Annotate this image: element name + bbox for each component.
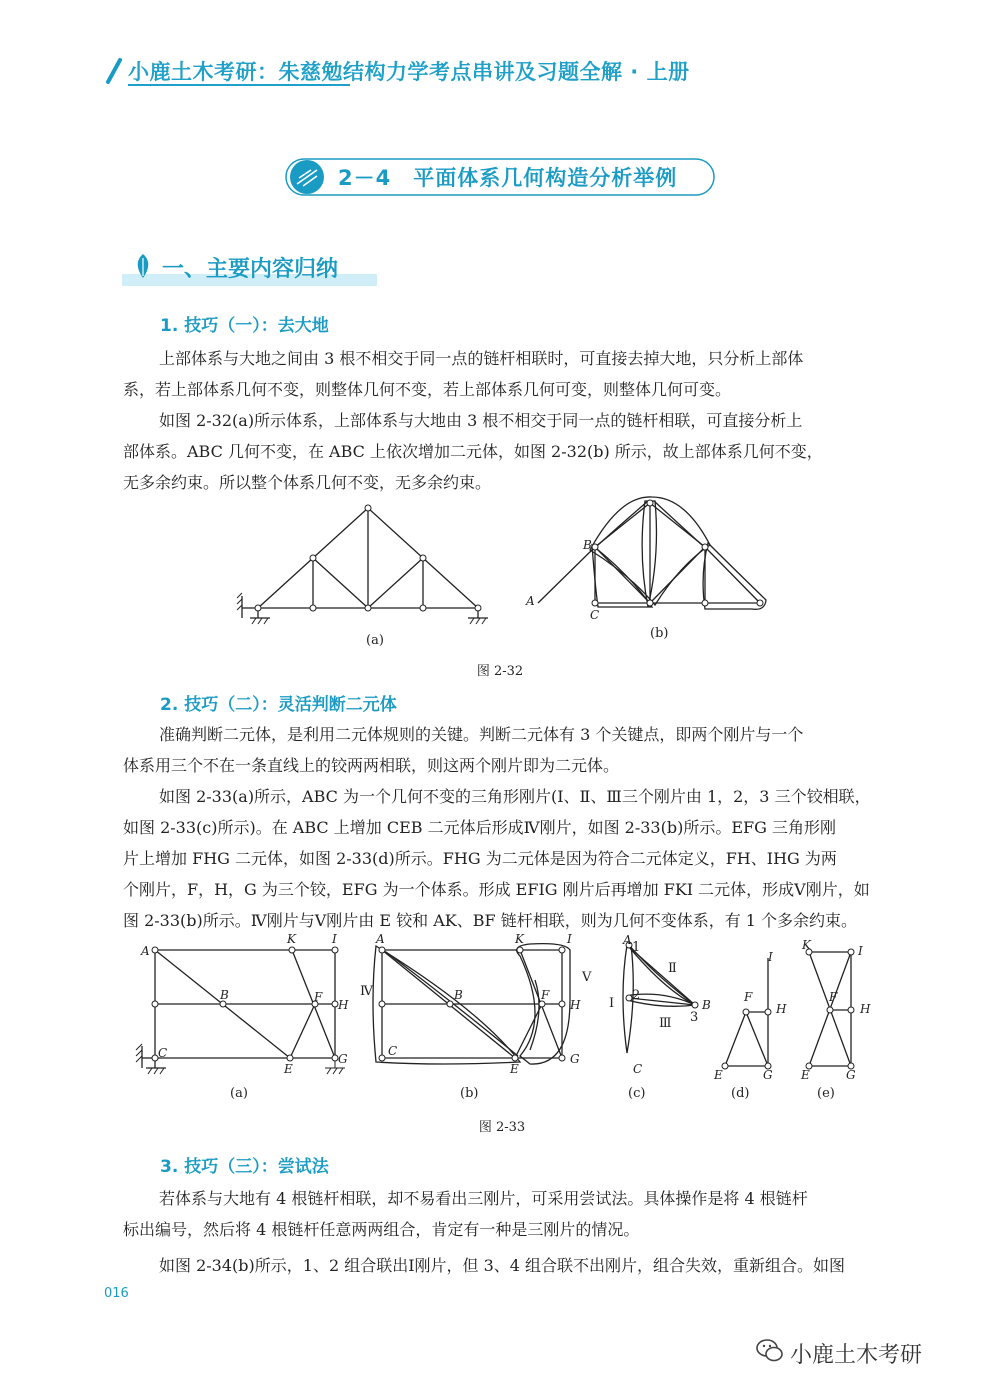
leaf-icon xyxy=(132,252,154,280)
fig33c-hinge-2: 2 xyxy=(632,988,641,1003)
fig33c-label-C: C xyxy=(633,1062,643,1076)
fig32-label-A: A xyxy=(526,594,535,608)
fig33b-label-rigid-5: Ⅴ xyxy=(582,970,592,985)
part-heading: 一、主要内容归纳 xyxy=(162,257,339,282)
fig33c-label-rigid-1: Ⅰ xyxy=(609,996,615,1011)
tip1-para1-line1: 上部体系与大地之间由 3 根不相交于同一点的链杆相联时，可直接去掉大地，只分析上部体 xyxy=(159,349,804,368)
fig33b-label-A: A xyxy=(376,932,385,946)
fig33d-label-I: I xyxy=(768,950,773,964)
fig33c-label-rigid-2: Ⅱ xyxy=(668,961,677,976)
fig33b-label-rigid-4: Ⅳ xyxy=(360,984,373,999)
fig33e-label-H: H xyxy=(860,1002,871,1016)
fig33e-label-G: G xyxy=(846,1068,856,1082)
fig33d-label-F: F xyxy=(744,990,753,1004)
fig33a-label-C: C xyxy=(158,1046,168,1060)
tip2-para1-line1: 准确判断二元体，是利用二元体规则的关键。判断二元体有 3 个关键点，即两个刚片与一个 xyxy=(159,725,804,744)
fig33a-label-I: I xyxy=(332,932,337,946)
tip1-para2-line3: 无多余约束。所以整个体系几何不变，无多余约束。 xyxy=(123,473,492,492)
watermark: 小鹿土木考研 xyxy=(790,1343,923,1368)
tip1-heading: 1. 技巧（一）：去大地 xyxy=(160,316,329,336)
tip3-para2-line1: 如图 2-34(b)所示，1、2 组合联出Ⅰ刚片，但 3、4 组合联不出刚片，组合失效，重新组合。如图 xyxy=(159,1256,846,1275)
fig33b-label-C: C xyxy=(388,1044,398,1058)
fig33c-label-rigid-3: Ⅲ xyxy=(659,1016,672,1031)
figure-2-33c xyxy=(605,935,710,1065)
tip3-para1-line2: 标出编号，然后将 4 根链杆任意两两组合，肯定有一种是三刚片的情况。 xyxy=(123,1220,640,1239)
fig33c-label-B: B xyxy=(702,998,711,1012)
wechat-icon xyxy=(756,1338,784,1364)
fig33a-label-B: B xyxy=(220,988,229,1002)
tip3-heading: 3. 技巧（三）：尝试法 xyxy=(160,1157,329,1177)
fig33b-label-K: K xyxy=(515,932,524,946)
fig33a-label-F: F xyxy=(314,990,323,1004)
header-underline xyxy=(128,84,350,86)
fig33b-label-E: E xyxy=(510,1062,519,1076)
figure-2-32b xyxy=(520,495,770,620)
fig33a-label-H: H xyxy=(338,998,349,1012)
figure-2-33-caption: 图 2-33 xyxy=(478,1120,526,1135)
tip3-para1-line1: 若体系与大地有 4 根链杆相联，却不易看出三刚片，可采用尝试法。具体操作是将 4 根链杆 xyxy=(159,1189,808,1208)
section-title: 2－4 平面体系几何构造分析举例 xyxy=(338,166,678,190)
figure-2-33c-label: (c) xyxy=(628,1086,646,1101)
fig33d-label-H: H xyxy=(776,1002,787,1016)
fig32-label-C: C xyxy=(590,608,600,622)
tip1-para1-line2: 系，若上部体系几何不变，则整体几何不变，若上部体系几何可变，则整体几何可变。 xyxy=(123,380,732,399)
figure-2-33a xyxy=(120,940,360,1080)
fig33a-label-K: K xyxy=(287,932,296,946)
tip2-para1-line2: 体系用三个不在一条直线上的铰两两相联，则这两个刚片即为二元体。 xyxy=(123,756,620,775)
fig33a-label-E: E xyxy=(284,1062,293,1076)
fig33d-label-G: G xyxy=(763,1068,773,1082)
fig33b-label-I: I xyxy=(567,932,572,946)
fig33e-label-I: I xyxy=(858,944,863,958)
fig33c-hinge-1: 1 xyxy=(632,940,641,955)
fig33b-label-B: B xyxy=(454,988,463,1002)
fig33c-label-A: A xyxy=(623,933,632,947)
figure-2-33b-label: (b) xyxy=(460,1086,479,1101)
figure-2-33a-label: (a) xyxy=(230,1086,248,1101)
fig33b-label-F: F xyxy=(541,988,550,1002)
pencil-icon xyxy=(104,56,126,86)
fig33a-label-A: A xyxy=(141,944,150,958)
figure-2-32-caption: 图 2-32 xyxy=(476,664,524,679)
header-title: 小鹿土木考研：朱慈勉结构力学考点串讲及习题全解 · 上册 xyxy=(128,60,690,84)
fig32-label-B: B xyxy=(583,538,592,552)
tip2-para2-line5: 图 2-33(b)所示。Ⅳ刚片与Ⅴ刚片由 E 铰和 AK、BF 链杆相联，则为几何不变体系，有 1 个多余约束。 xyxy=(123,911,858,930)
fig33c-hinge-3: 3 xyxy=(690,1010,699,1025)
page-number: 016 xyxy=(104,1286,129,1301)
tip1-para2-line2: 部体系。ABC 几何不变，在 ABC 上依次增加二元体，如图 2-32(b) 所示，故上部体系几何不变， xyxy=(123,442,823,461)
fig33a-label-G: G xyxy=(338,1052,348,1066)
fig33b-label-G: G xyxy=(570,1052,580,1066)
fig33d-label-E: E xyxy=(714,1068,723,1082)
figure-2-33e-label: (e) xyxy=(817,1086,835,1101)
figure-2-32a xyxy=(230,500,500,630)
fig33e-label-F: F xyxy=(829,990,838,1004)
tip2-para2-line3: 片上增加 FHG 二元体，如图 2-33(d)所示。FHG 为二元体是因为符合二元体定义，FH、IHG 为两 xyxy=(123,849,837,868)
tip2-para2-line4: 个刚片，F，H，G 为三个铰，EFG 为一个体系。形成 EFIG 刚片后再增加 FKI 二元体，形成Ⅴ刚片，如 xyxy=(123,880,870,899)
tip2-para2-line2: 如图 2-33(c)所示)。在 ABC 上增加 CEB 二元体后形成Ⅳ刚片，如图 2-33(b)所示。EFG 三角形刚 xyxy=(123,818,836,837)
tip2-heading: 2. 技巧（二）：灵活判断二元体 xyxy=(160,695,397,715)
fig33e-label-E: E xyxy=(801,1068,810,1082)
figure-2-33b xyxy=(360,940,600,1080)
tip2-para2-line1: 如图 2-33(a)所示，ABC 为一个几何不变的三角形刚片(Ⅰ、Ⅱ、Ⅲ三个刚片由 1，2，3 三个铰相联， xyxy=(159,787,871,806)
tip1-para2-line1: 如图 2-32(a)所示体系，上部体系与大地由 3 根不相交于同一点的链杆相联，可直接分析上 xyxy=(159,411,803,430)
fig33b-label-H: H xyxy=(570,998,581,1012)
figure-2-33d-label: (d) xyxy=(731,1086,750,1101)
fig33e-label-K: K xyxy=(802,938,811,952)
figure-2-32b-label: (b) xyxy=(650,626,669,641)
figure-2-32a-label: (a) xyxy=(366,633,384,648)
